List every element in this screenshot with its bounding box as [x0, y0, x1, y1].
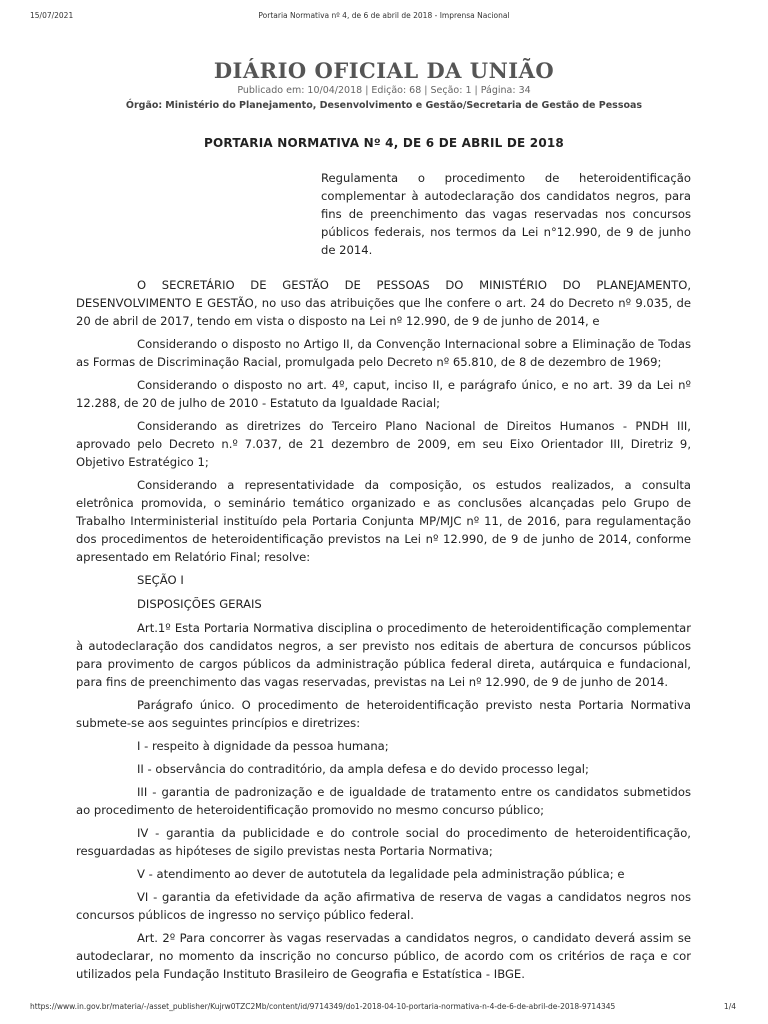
principle-item: VI - garantia da efetividade da ação afirmativa de reserva de vagas a candidatos negros nos concursos públicos de ingresso no serviço público federal.: [76, 890, 691, 922]
ementa: Regulamenta o procedimento de heteroidentificação complementar à autodeclaração dos candidatos negros, para fins de preenchimento das vagas reservadas nos concursos públicos federais, nos termos da Lei n°12.990, de 9 de junho de 2014.: [321, 171, 691, 257]
print-date: 15/07/2021: [30, 11, 74, 20]
principle-item: I - respeito à dignidade da pessoa humana;: [137, 739, 389, 753]
principle-item: III - garantia de padronização e de igualdade de tratamento entre os candidatos submetidos ao procedimento de heteroidentificação promovido no mesmo concurso público;: [76, 785, 691, 817]
publication-info: Publicado em: 10/04/2018 | Edição: 68 | Seção: 1 | Página: 34: [237, 85, 531, 96]
page-number: 1/4: [723, 1002, 736, 1011]
source-url: https://www.in.gov.br/materia/-/asset_publisher/Kujrw0TZC2Mb/content/id/9714349/do1-2018-04-10-portaria-normativa-n-4-de-6-de-abril-de-2018-9714345: [30, 1002, 616, 1011]
document-title: PORTARIA NORMATIVA Nº 4, DE 6 DE ABRIL DE 2018: [204, 136, 564, 150]
considerando-paragraph: Considerando as diretrizes do Terceiro Plano Nacional de Direitos Humanos - PNDH III, aprovado pelo Decreto n.º 7.037, de 21 dezembro de 2009, em seu Eixo Orientador III, Diretriz 9, Objetivo Estratégico 1;: [76, 419, 691, 469]
organ-label: Órgão:: [125, 100, 163, 111]
sole-paragraph: Parágrafo único. O procedimento de heteroidentificação previsto nesta Portaria Normativa submete-se aos seguintes princípios e diretrizes:: [76, 698, 691, 730]
principle-item: II - observância do contraditório, da ampla defesa e do devido processo legal;: [137, 762, 589, 776]
document-body: [76, 276, 691, 988]
principle-item: V - atendimento ao dever de autotutela da legalidade pela administração pública; e: [137, 867, 625, 881]
article-paragraph: Art.1º Esta Portaria Normativa disciplina o procedimento de heteroidentificação complementar à autodeclaração dos candidatos negros, a ser previsto nos editais de abertura de concursos públicos para provimento de cargos públicos da administração pública federal direta, autárquica e fundacional, para fins de preenchimento das vagas reservadas, previstas na Lei nº 12.990, de 9 de junho de 2014.: [76, 621, 691, 689]
masthead: DIÁRIO OFICIAL DA UNIÃO: [213, 58, 555, 83]
section-subheading: DISPOSIÇÕES GERAIS: [137, 597, 262, 611]
considerando-paragraph: Considerando o disposto no Artigo II, da Convenção Internacional sobre a Eliminação de Todas as Formas de Discriminação Racial, promulgada pelo Decreto nº 65.810, de 8 de dezembro de 1969;: [76, 337, 691, 369]
principle-item: IV - garantia da publicidade e do controle social do procedimento de heteroidentificação, resguardadas as hipóteses de sigilo previstas nesta Portaria Normativa;: [76, 826, 691, 858]
considerando-paragraph: Considerando o disposto no art. 4º, caput, inciso II, e parágrafo único, e no art. 39 da Lei nº 12.288, de 20 de julho de 2010 - Estatuto da Igualdade Racial;: [76, 378, 691, 410]
section-heading: SEÇÃO I: [137, 573, 184, 587]
organ-line: [0, 100, 768, 111]
print-page-title: Portaria Normativa nº 4, de 6 de abril de 2018 - Imprensa Nacional: [258, 11, 510, 20]
article-paragraph: Art. 2º Para concorrer às vagas reservadas a candidatos negros, o candidato deverá assim se autodeclarar, no momento da inscrição no concurso público, de acordo com os critérios de raça e cor utilizados pela Fundação Instituto Brasileiro de Geografia e Estatística - IBGE.: [76, 931, 691, 981]
organ-value: Ministério do Planejamento, Desenvolvimento e Gestão/Secretaria de Gestão de Pessoas: [165, 100, 643, 111]
considerando-paragraph: Considerando a representatividade da composição, os estudos realizados, a consulta eletrônica promovida, o seminário temático organizado e as conclusões alcançadas pelo Grupo de Trabalho Interministerial instituído pela Portaria Conjunta MP/MJC nº 11, de 2016, para regulamentação dos procedimentos de heteroidentificação previstos na Lei nº 12.990, de 9 de junho de 2014, conforme apresentado em Relatório Final; resolve:: [76, 478, 691, 564]
preamble-paragraph: O SECRETÁRIO DE GESTÃO DE PESSOAS DO MINISTÉRIO DO PLANEJAMENTO, DESENVOLVIMENTO E GESTÃO, no uso das atribuições que lhe confere o art. 24 do Decreto nº 9.035, de 20 de abril de 2017, tendo em vista o disposto na Lei nº 12.990, de 9 de junho de 2014, e: [76, 278, 691, 328]
